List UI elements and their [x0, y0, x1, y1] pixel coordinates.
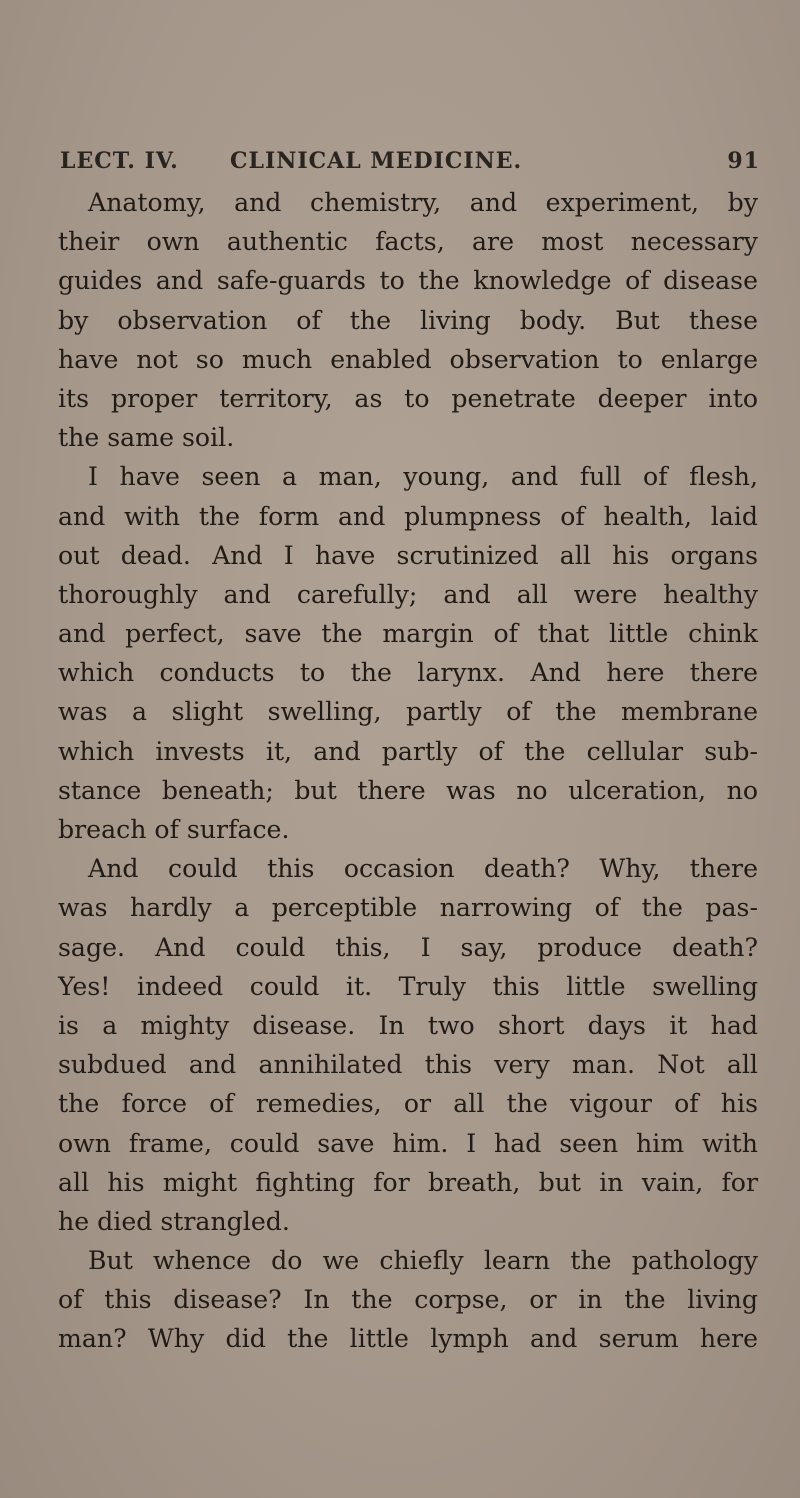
text-line: was a slight swelling, partly of the membrane [58, 697, 758, 727]
text-line: and perfect, save the margin of that little chink [58, 619, 758, 649]
text-line: subdued and annihilated this very man. Not all [58, 1050, 758, 1080]
text-line: sage. And could this, I say, produce death? [58, 932, 758, 962]
text-line: and with the form and plumpness of health, laid [58, 501, 758, 531]
text-line: is a mighty disease. In two short days it had [58, 1010, 758, 1040]
text-line: by observation of the living body. But these [58, 305, 758, 335]
text-line: have not so much enabled observation to enlarge [58, 344, 758, 374]
text-line: all his might fighting for breath, but in vain, for [58, 1167, 758, 1197]
text-line: the force of remedies, or all the vigour of his [58, 1089, 758, 1119]
text-line: which invests it, and partly of the cellular sub- [58, 736, 758, 766]
lecture-number: LECT. IV. [60, 148, 179, 174]
text-line: stance beneath; but there was no ulceration, no [58, 775, 758, 805]
text-line: Yes! indeed could it. Truly this little swelling [58, 971, 758, 1001]
text-line: thoroughly and carefully; and all were healthy [58, 579, 758, 609]
page-number: 91 [727, 148, 760, 174]
text-line: he died strangled. [58, 1206, 290, 1236]
running-header [60, 148, 760, 178]
running-title: CLINICAL MEDICINE. [230, 148, 523, 174]
text-line: breach of surface. [58, 815, 290, 844]
text-line: of this disease? In the corpse, or in the living [58, 1285, 758, 1315]
text-line: And could this occasion death? Why, there [88, 854, 758, 884]
text-line: was hardly a perceptible narrowing of the pas- [58, 893, 758, 923]
text-line: man? Why did the little lymph and serum here [58, 1324, 758, 1354]
body-text [58, 183, 758, 1359]
text-line: But whence do we chiefly learn the pathology [88, 1246, 758, 1276]
text-line: which conducts to the larynx. And here there [58, 658, 758, 688]
text-line: its proper territory, as to penetrate deeper into [58, 383, 758, 413]
text-line: guides and safe-guards to the knowledge of disease [58, 266, 758, 296]
text-line: the same soil. [58, 423, 235, 453]
text-line: I have seen a man, young, and full of flesh, [88, 462, 758, 492]
text-line: Anatomy, and chemistry, and experiment, by [88, 188, 758, 217]
text-line: their own authentic facts, are most necessary [58, 227, 758, 257]
text-line: out dead. And I have scrutinized all his organs [58, 540, 758, 570]
text-line: own frame, could save him. I had seen him with [58, 1128, 758, 1158]
